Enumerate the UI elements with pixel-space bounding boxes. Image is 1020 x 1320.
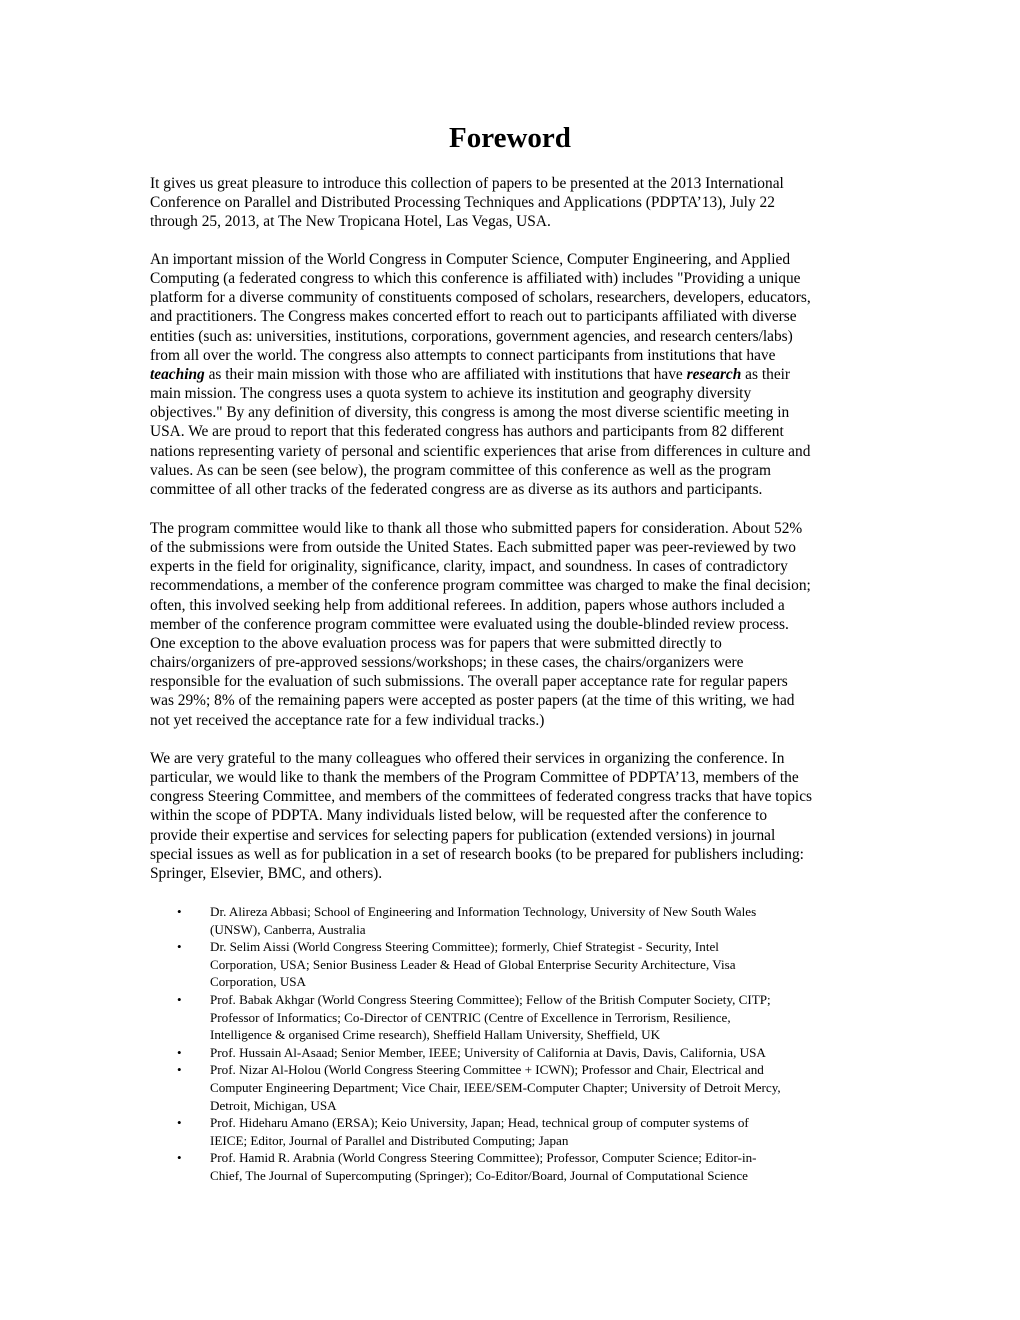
text-line: Computer Engineering Department; Vice Chair, IEEE/SEM-Computer Chapter; University of Detroit Mercy, [210, 1079, 781, 1095]
emphasis-research: research [686, 365, 742, 383]
text-line: The program committee would like to thank all those who submitted papers for consideration. About 52% [150, 520, 803, 537]
text-line: Prof. Babak Akhgar (World Congress Steering Committee); Fellow of the British Computer Society, CITP; [210, 991, 771, 1007]
text-line: special issues as well as for publication in a set of research books (to be prepared for publishers including: [150, 845, 804, 863]
text-line: provide their expertise and services for selecting papers for publication (extended versions) in journal [150, 826, 776, 844]
bullet-icon: • [177, 1062, 182, 1078]
list-item-text [210, 1149, 1020, 1184]
acknowledgement-paragraph [150, 749, 890, 883]
list-item-text [210, 991, 1020, 1044]
text-line: recommendations, a member of the conference program committee was charged to make the final decision; [150, 577, 811, 595]
text-line: It gives us great pleasure to introduce this collection of papers to be presented at the 2013 International [150, 175, 784, 192]
text-line: Prof. Hussain Al-Asaad; Senior Member, IEEE; University of California at Davis, Davis, California, USA [210, 1044, 766, 1060]
text-line: from all over the world. The congress also attempts to connect participants from institutions that have [150, 346, 776, 364]
text-line: experts in the field for originality, significance, clarity, impact, and soundness. In cases of contradictory [150, 558, 788, 576]
bullet-icon: • [177, 904, 182, 919]
text-line: One exception to the above evaluation process was for papers that were submitted directly to [150, 634, 722, 652]
list-item-text [210, 938, 1020, 991]
review-process-paragraph [150, 519, 890, 730]
text-line: Corporation, USA; Senior Business Leader & Head of Global Enterprise Security Architecture, Visa [210, 956, 736, 972]
intro-paragraph [150, 174, 890, 231]
bullet-icon: • [177, 1150, 182, 1166]
text-line: Dr. Alireza Abbasi; School of Engineering and Information Technology, University of New South Wales [210, 904, 757, 919]
list-item [0, 1044, 1020, 1062]
list-item [0, 1061, 1020, 1114]
text-line: through 25, 2013, at The New Tropicana Hotel, Las Vegas, USA. [150, 213, 551, 231]
mission-paragraph [150, 250, 890, 499]
list-item [0, 1114, 1020, 1149]
text-line: Detroit, Michigan, USA [210, 1097, 337, 1113]
list-item [0, 903, 1020, 938]
text-line: member of the conference program committee were evaluated using the double-blinded review process. [150, 615, 789, 633]
text-line: (UNSW), Canberra, Australia [210, 921, 366, 937]
text-line: responsible for the evaluation of such submissions. The overall paper acceptance rate for regular papers [150, 673, 788, 691]
page-title: Foreword [449, 122, 571, 154]
text-line: Corporation, USA [210, 974, 307, 990]
text-segment: as their main mission with those who are affiliated with institutions that have [204, 365, 687, 383]
list-item-text [210, 1114, 1020, 1149]
list-item [0, 991, 1020, 1044]
text-line: within the scope of PDPTA. Many individuals listed below, will be requested after the conference to [150, 807, 768, 825]
text-line: USA. We are proud to report that this federated congress has authors and participants from 82 different [150, 423, 784, 441]
text-line: Prof. Nizar Al-Holou (World Congress Steering Committee + ICWN); Professor and Chair, Electrical and [210, 1062, 764, 1078]
list-item-text [210, 1061, 1020, 1114]
text-line [150, 365, 890, 384]
text-line: committee of all other tracks of the federated congress are as diverse as its authors and participants. [150, 480, 763, 498]
text-line: entities (such as: universities, institutions, corporations, government agencies, and research centers/labs) [150, 327, 793, 345]
text-line: congress Steering Committee, and members of the committees of federated congress tracks that have topics [150, 788, 813, 806]
text-line: nations representing variety of personal and scientific experiences that arise from differences in culture and [150, 442, 811, 460]
text-line: chairs/organizers of pre-approved sessions/workshops; in these cases, the chairs/organizers were [150, 654, 744, 672]
bullet-icon: • [177, 939, 182, 955]
text-line: of the submissions were from outside the United States. Each submitted paper was peer-reviewed by two [150, 539, 796, 557]
list-item [0, 938, 1020, 991]
text-line: Dr. Selim Aissi (World Congress Steering Committee); formerly, Chief Strategist - Security, Intel [210, 939, 719, 955]
text-line: not yet received the acceptance rate for a few individual tracks.) [150, 711, 545, 729]
text-line: Conference on Parallel and Distributed Processing Techniques and Applications (PDPTA’13), July 22 [150, 194, 775, 212]
text-line: We are very grateful to the many colleagues who offered their services in organizing the conference. In [150, 750, 785, 767]
text-line: often, this involved seeking help from additional referees. In addition, papers whose authors included a [150, 596, 785, 614]
text-line: An important mission of the World Congress in Computer Science, Computer Engineering, and Applied [150, 251, 791, 268]
text-line: was 29%; 8% of the remaining papers were accepted as poster papers (at the time of this writing, we had [150, 692, 795, 710]
bullet-icon: • [177, 1044, 182, 1060]
text-line: Springer, Elsevier, BMC, and others). [150, 864, 383, 882]
text-line: main mission. The congress uses a quota system to achieve its institution and geography diversity [150, 385, 752, 403]
text-line: objectives." By any definition of diversity, this congress is among the most diverse scientific meeting in [150, 404, 790, 422]
list-item-text [210, 1044, 1020, 1062]
text-segment: as their [741, 365, 791, 383]
text-line: Prof. Hamid R. Arabnia (World Congress Steering Committee); Professor, Computer Science; Editor-in- [210, 1150, 757, 1166]
text-line: IEICE; Editor, Journal of Parallel and Distributed Computing; Japan [210, 1132, 569, 1148]
list-item [0, 1149, 1020, 1184]
text-line: and practitioners. The Congress makes concerted effort to reach out to participants affiliated with diverse [150, 308, 797, 326]
emphasis-teaching: teaching [150, 365, 205, 383]
committee-list [0, 903, 1020, 1185]
text-line: particular, we would like to thank the members of the Program Committee of PDPTA’13, members of the [150, 769, 799, 787]
bullet-icon: • [177, 991, 182, 1007]
text-line: Chief, The Journal of Supercomputing (Springer); Co-Editor/Board, Journal of Computational Science [210, 1167, 748, 1183]
bullet-icon: • [177, 1115, 182, 1131]
text-line: values. As can be seen (see below), the program committee of this conference as well as the program [150, 461, 771, 479]
text-line: Prof. Hideharu Amano (ERSA); Keio University, Japan; Head, technical group of computer systems of [210, 1115, 749, 1131]
text-line: platform for a diverse community of constituents composed of scholars, researchers, developers, educators, [150, 289, 811, 307]
list-item-text [210, 903, 1020, 938]
text-line: Professor of Informatics; Co-Director of CENTRIC (Centre of Excellence in Terrorism, Resilience, [210, 1009, 731, 1025]
text-line: Intelligence & organised Crime research), Sheffield Hallam University, Sheffield, UK [210, 1027, 661, 1043]
text-line: Computing (a federated congress to which this conference is affiliated with) includes "Providing a unique [150, 270, 801, 288]
